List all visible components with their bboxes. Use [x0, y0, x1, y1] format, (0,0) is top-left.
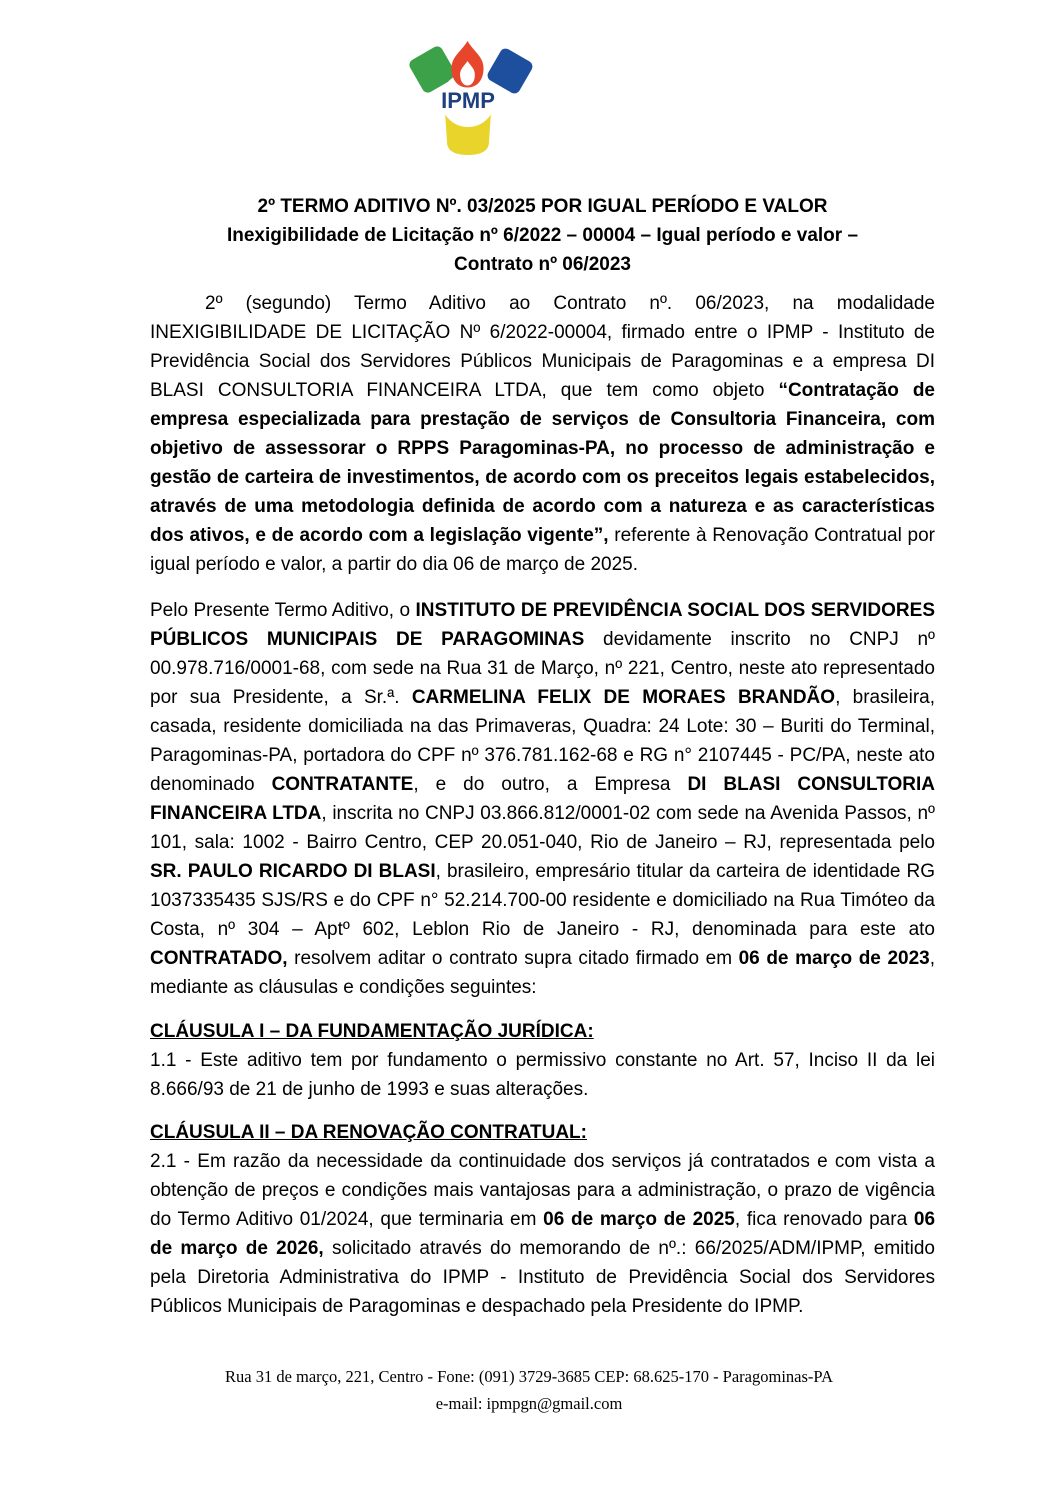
footer-email: e-mail: ipmpgn@gmail.com: [435, 1394, 623, 1413]
title-line-1: 2º TERMO ADITIVO Nº. 03/2025 POR IGUAL PERÍODO E VALOR: [257, 196, 828, 217]
title-line-2: Inexigibilidade de Licitação nº 6/2022 – 00004 – Igual período e valor –: [226, 225, 859, 246]
page-footer: [0, 1363, 1058, 1417]
paragraph-parties: Pelo Presente Termo Aditivo, o INSTITUTO DE PREVIDÊNCIA SOCIAL DOS SERVIDORES PÚBLICOS MUNICIPAIS DE PARAGOMINAS devidamente inscrito no CNPJ nº 00.978.716/0001-68, com sede na Rua 31 de Março, nº 221, Centro, neste ato representado por sua Presidente, a Sr.ª. CARMELINA FELIX DE MORAES BRANDÃO, brasileira, casada, residente domiciliada na das Primaveras, Quadra: 24 Lote: 30 – Buriti do Terminal, Paragominas-PA, portadora do CPF nº 376.781.162-68 e RG n° 2107445 - PC/PA, neste ato denominado CONTRATANTE, e do outro, a Empresa DI BLASI CONSULTORIA FINANCEIRA LTDA, inscrita no CNPJ 03.866.812/0001-02 com sede na Avenida Passos, nº 101, sala: 1002 - Bairro Centro, CEP 20.051-040, Rio de Janeiro – RJ, representada pelo SR. PAULO RICARDO DI BLASI, brasileiro, empresário titular da carteira de identidade RG 1037335435 SJS/RS e do CPF n° 52.214.700-00 residente e domiciliado na Rua Timóteo da Costa, nº 304 – Aptº 602, Leblon Rio de Janeiro - RJ, denominada para este ato CONTRATADO, resolvem aditar o contrato supra citado firmado em 06 de março de 2023, mediante as cláusulas e condições seguintes:: [150, 600, 936, 998]
title-line-3: Contrato nº 06/2023: [454, 254, 631, 275]
clause-2-text: 2.1 - Em razão da necessidade da continuidade dos serviços já contratados e com vista a obtenção de preços e condições mais vantajosas para a administração, o prazo de vigência do Termo Aditivo 01/2024, que terminaria em 06 de março de 2025, fica renovado para 06 de março de 2026, solicitado através do memorando de nº.: 66/2025/ADM/IPMP, emitido pela Diretoria Administrativa do IPMP - Instituto de Previdência Social dos Servidores Públicos Municipais de Paragominas e despachado pela Presidente do IPMP.: [150, 1151, 936, 1317]
clause-1-heading: CLÁUSULA I – DA FUNDAMENTAÇÃO JURÍDICA:: [150, 1021, 594, 1042]
clause-1-text: 1.1 - Este aditivo tem por fundamento o permissivo constante no Art. 57, Inciso II da lei 8.666/93 de 21 de junho de 1993 e suas alterações.: [150, 1050, 935, 1100]
footer-address: Rua 31 de março, 221, Centro - Fone: (091) 3729-3685 CEP: 68.625-170 - Paragominas-PA: [225, 1367, 833, 1386]
logo-acronym: IPMP: [441, 88, 495, 113]
letterhead: [408, 40, 935, 160]
clause-2-heading: CLÁUSULA II – DA RENOVAÇÃO CONTRATUAL:: [150, 1122, 587, 1143]
ipmp-logo-icon: [408, 40, 543, 160]
paragraph-preamble: 2º (segundo) Termo Aditivo ao Contrato nº. 06/2023, na modalidade INEXIGIBILIDADE DE LICITAÇÃO Nº 6/2022-00004, firmado entre o IPMP - Instituto de Previdência Social dos Servidores Públicos Municipais de Paragominas e a empresa DI BLASI CONSULTORIA FINANCEIRA LTDA, que tem como objeto “Contratação de empresa especializada para prestação de serviços de Consultoria Financeira, com objetivo de assessorar o RPPS Paragominas-PA, no processo de administração e gestão de carteira de investimentos, de acordo com os preceitos legais estabelecidos, através de uma metodologia definida de acordo com a natureza e as características dos ativos, e de acordo com a legislação vigente”, referente à Renovação Contratual por igual período e valor, a partir do dia 06 de março de 2025.: [150, 293, 935, 575]
document-title: [150, 192, 935, 279]
